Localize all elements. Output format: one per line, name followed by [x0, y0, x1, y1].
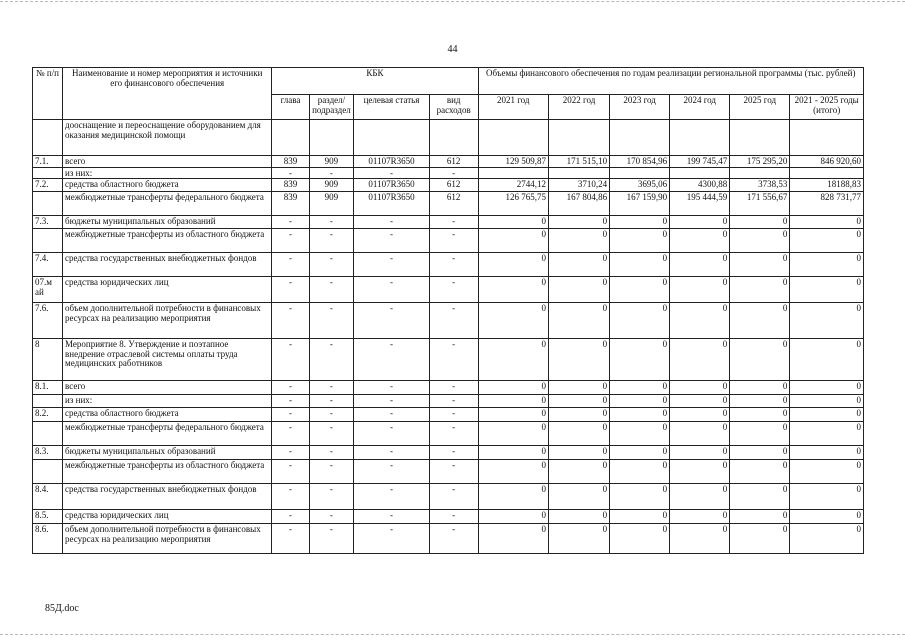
cell-razdel: - [309, 524, 354, 554]
cell-2023: 0 [610, 408, 670, 422]
cell-2025 [730, 167, 790, 179]
footer-filename: 85Д.doc [45, 603, 79, 614]
row-number: 8 [33, 339, 63, 381]
cell-celevaya [354, 120, 430, 156]
cell-celevaya: - [354, 253, 430, 277]
cell-2025: 0 [730, 484, 790, 510]
cell-2025: 0 [730, 524, 790, 554]
cell-2025: 0 [730, 510, 790, 524]
cell-razdel: - [309, 253, 354, 277]
cell-glava: - [272, 381, 309, 395]
row-number: 8.1. [33, 381, 63, 395]
cell-vid: - [429, 422, 478, 446]
cell-vid: - [429, 253, 478, 277]
cell-total: 0 [790, 339, 864, 381]
cell-2024: 0 [670, 216, 730, 229]
table-row [33, 510, 864, 524]
cell-2022: 0 [548, 253, 609, 277]
cell-2025: 0 [730, 408, 790, 422]
cell-2021: 0 [478, 253, 548, 277]
table-row [33, 524, 864, 554]
header-razdel: раздел/ подраздел [309, 95, 354, 120]
table-row [33, 120, 864, 156]
cell-2022: 0 [548, 339, 609, 381]
cell-2022: 0 [548, 277, 609, 303]
header-2025: 2025 год [730, 95, 790, 120]
table-row [33, 395, 864, 408]
header-vid: вид расходов [429, 95, 478, 120]
cell-glava: - [272, 277, 309, 303]
row-number: 8.4. [33, 484, 63, 510]
cell-2023: 0 [610, 484, 670, 510]
row-name: средства областного бюджета [63, 179, 272, 192]
cell-vid: - [429, 524, 478, 554]
table-row [33, 253, 864, 277]
cell-2023: 0 [610, 339, 670, 381]
cell-razdel: - [309, 277, 354, 303]
cell-2024: 195 444,59 [670, 192, 730, 216]
cell-2025: 0 [730, 460, 790, 484]
cell-2022: 0 [548, 216, 609, 229]
cell-glava: - [272, 303, 309, 339]
row-number: 8.5. [33, 510, 63, 524]
cell-total: 0 [790, 408, 864, 422]
cell-total: 0 [790, 395, 864, 408]
cell-celevaya: - [354, 167, 430, 179]
row-name: бюджеты муниципальных образований [63, 216, 272, 229]
cell-2022 [548, 167, 609, 179]
cell-2021: 0 [478, 408, 548, 422]
table-row [33, 446, 864, 460]
cell-2022: 0 [548, 408, 609, 422]
cell-2024: 0 [670, 395, 730, 408]
cell-2024: 0 [670, 510, 730, 524]
cell-razdel: - [309, 446, 354, 460]
row-number [33, 229, 63, 253]
cell-razdel: - [309, 303, 354, 339]
cell-glava: - [272, 408, 309, 422]
cell-2022: 0 [548, 484, 609, 510]
header-celevaya: целевая статья [354, 95, 430, 120]
cell-glava: - [272, 395, 309, 408]
cell-razdel: - [309, 422, 354, 446]
cell-2023: 0 [610, 229, 670, 253]
cell-razdel: - [309, 460, 354, 484]
cell-total: 0 [790, 422, 864, 446]
cell-celevaya: 01107R3650 [354, 192, 430, 216]
cell-2025: 0 [730, 253, 790, 277]
cell-2023: 0 [610, 422, 670, 446]
cell-celevaya: - [354, 277, 430, 303]
cell-2021: 0 [478, 460, 548, 484]
cell-razdel: - [309, 510, 354, 524]
scan-bottom-edge [0, 634, 905, 635]
header-kbk: КБК [272, 68, 478, 95]
cell-2024 [670, 167, 730, 179]
header-2021: 2021 год [478, 95, 548, 120]
cell-vid: - [429, 484, 478, 510]
cell-total: 828 731,77 [790, 192, 864, 216]
cell-razdel: - [309, 408, 354, 422]
page-number: 44 [447, 44, 458, 55]
cell-2023: 0 [610, 216, 670, 229]
cell-2024: 0 [670, 408, 730, 422]
cell-celevaya: - [354, 339, 430, 381]
cell-2025: 0 [730, 303, 790, 339]
table-header [33, 68, 864, 120]
cell-vid: - [429, 510, 478, 524]
cell-celevaya: - [354, 460, 430, 484]
cell-2021: 0 [478, 446, 548, 460]
table-row [33, 303, 864, 339]
cell-2021: 0 [478, 524, 548, 554]
cell-vid: - [429, 277, 478, 303]
cell-vid: - [429, 167, 478, 179]
cell-2023: 0 [610, 395, 670, 408]
table-row [33, 339, 864, 381]
cell-2024: 0 [670, 229, 730, 253]
cell-2024: 0 [670, 253, 730, 277]
cell-2025: 0 [730, 395, 790, 408]
cell-2025: 0 [730, 446, 790, 460]
cell-total: 0 [790, 303, 864, 339]
cell-2025: 0 [730, 422, 790, 446]
cell-2022: 3710,24 [548, 179, 609, 192]
cell-vid [429, 120, 478, 156]
table-row [33, 167, 864, 179]
table-body [33, 120, 864, 554]
cell-2025: 0 [730, 339, 790, 381]
cell-vid: - [429, 339, 478, 381]
cell-2024: 0 [670, 446, 730, 460]
cell-2023: 170 854,96 [610, 156, 670, 168]
cell-celevaya: - [354, 422, 430, 446]
cell-glava: - [272, 510, 309, 524]
cell-2023: 0 [610, 277, 670, 303]
table-row [33, 277, 864, 303]
cell-2023: 3695,06 [610, 179, 670, 192]
table-row [33, 216, 864, 229]
cell-glava: - [272, 524, 309, 554]
cell-2024 [670, 120, 730, 156]
row-name: доoснащение и переоснащение оборудованием для оказания медицинской помощи [63, 120, 272, 156]
row-name: всего [63, 156, 272, 168]
cell-total: 0 [790, 229, 864, 253]
cell-celevaya: - [354, 303, 430, 339]
cell-razdel: - [309, 381, 354, 395]
row-number: 8.3. [33, 446, 63, 460]
cell-2022: 167 804,86 [548, 192, 609, 216]
row-name: объем дополнительной потребности в финансовых ресурсах на реализацию мероприятия [63, 524, 272, 554]
cell-vid: - [429, 381, 478, 395]
cell-2025: 0 [730, 381, 790, 395]
row-name: средства государственных внебюджетных фондов [63, 484, 272, 510]
cell-total [790, 167, 864, 179]
row-name: средства юридических лиц [63, 277, 272, 303]
cell-glava: 839 [272, 156, 309, 168]
cell-2021: 129 509,87 [478, 156, 548, 168]
cell-glava [272, 120, 309, 156]
row-number [33, 460, 63, 484]
row-name: объем дополнительной потребности в финансовых ресурсах на реализацию мероприятия [63, 303, 272, 339]
row-number: 7.6. [33, 303, 63, 339]
cell-glava: 839 [272, 179, 309, 192]
table-row [33, 192, 864, 216]
table-row [33, 229, 864, 253]
cell-2021: 0 [478, 510, 548, 524]
table-row [33, 179, 864, 192]
cell-2022: 0 [548, 524, 609, 554]
row-name: межбюджетные трансферты из областного бюджета [63, 229, 272, 253]
cell-vid: - [429, 408, 478, 422]
header-glava: глава [272, 95, 309, 120]
row-name: средства государственных внебюджетных фондов [63, 253, 272, 277]
cell-2022: 0 [548, 229, 609, 253]
cell-vid: 612 [429, 179, 478, 192]
cell-2021: 0 [478, 422, 548, 446]
cell-2022: 0 [548, 381, 609, 395]
row-name: средства областного бюджета [63, 408, 272, 422]
cell-2025: 0 [730, 277, 790, 303]
cell-2021: 0 [478, 303, 548, 339]
cell-2024: 0 [670, 422, 730, 446]
cell-2022: 0 [548, 510, 609, 524]
cell-celevaya: - [354, 510, 430, 524]
cell-2024: 0 [670, 524, 730, 554]
cell-total: 18188,83 [790, 179, 864, 192]
cell-2023: 0 [610, 253, 670, 277]
cell-2022: 0 [548, 422, 609, 446]
cell-2023: 0 [610, 381, 670, 395]
cell-razdel: - [309, 395, 354, 408]
cell-total: 0 [790, 460, 864, 484]
cell-2025: 0 [730, 216, 790, 229]
cell-celevaya: - [354, 446, 430, 460]
row-number: 8.2. [33, 408, 63, 422]
row-name: всего [63, 381, 272, 395]
cell-2025: 0 [730, 229, 790, 253]
row-name: межбюджетные трансферты федерального бюджета [63, 422, 272, 446]
row-name: бюджеты муниципальных образований [63, 446, 272, 460]
table-row [33, 460, 864, 484]
table-row [33, 408, 864, 422]
cell-razdel: - [309, 484, 354, 510]
cell-2021 [478, 167, 548, 179]
cell-2022: 0 [548, 395, 609, 408]
cell-2021: 0 [478, 339, 548, 381]
cell-celevaya: - [354, 395, 430, 408]
header-2024: 2024 год [670, 95, 730, 120]
table-row [33, 484, 864, 510]
table-row [33, 156, 864, 168]
header-2023: 2023 год [610, 95, 670, 120]
cell-2024: 4300,88 [670, 179, 730, 192]
header-name: Наименование и номер мероприятия и источники его финансового обеспечения [63, 68, 272, 120]
header-total: 2021 - 2025 годы (итого) [790, 95, 864, 120]
cell-glava: - [272, 339, 309, 381]
table-row [33, 381, 864, 395]
row-number [33, 192, 63, 216]
cell-2021: 0 [478, 381, 548, 395]
cell-glava: - [272, 253, 309, 277]
cell-celevaya: 01107R3650 [354, 156, 430, 168]
cell-2023: 0 [610, 510, 670, 524]
cell-2021: 0 [478, 484, 548, 510]
cell-2023 [610, 167, 670, 179]
table-row [33, 422, 864, 446]
cell-total: 0 [790, 510, 864, 524]
cell-total: 0 [790, 484, 864, 510]
cell-glava: - [272, 216, 309, 229]
cell-celevaya: - [354, 381, 430, 395]
cell-glava: - [272, 460, 309, 484]
cell-2024: 0 [670, 381, 730, 395]
cell-razdel [309, 120, 354, 156]
cell-glava: - [272, 446, 309, 460]
cell-2021: 2744,12 [478, 179, 548, 192]
cell-glava: - [272, 484, 309, 510]
row-name: средства юридических лиц [63, 510, 272, 524]
row-number [33, 395, 63, 408]
funding-table [32, 67, 864, 554]
cell-2021: 0 [478, 229, 548, 253]
cell-total: 0 [790, 381, 864, 395]
cell-total: 846 920,60 [790, 156, 864, 168]
cell-vid: - [429, 229, 478, 253]
cell-2025 [730, 120, 790, 156]
cell-vid: 612 [429, 156, 478, 168]
cell-glava: 839 [272, 192, 309, 216]
cell-2021: 0 [478, 395, 548, 408]
cell-razdel: - [309, 216, 354, 229]
cell-vid: - [429, 446, 478, 460]
header-2022: 2022 год [548, 95, 609, 120]
row-name: из них: [63, 395, 272, 408]
header-volumes: Объемы финансового обеспечения по годам реализации региональной программы (тыс. рублей) [478, 68, 864, 95]
row-number: 7.1. [33, 156, 63, 168]
cell-celevaya: - [354, 524, 430, 554]
cell-2024: 0 [670, 460, 730, 484]
cell-2021: 126 765,75 [478, 192, 548, 216]
cell-glava: - [272, 229, 309, 253]
cell-celevaya: - [354, 216, 430, 229]
row-number: 07.м ай [33, 277, 63, 303]
cell-razdel: 909 [309, 192, 354, 216]
cell-vid: - [429, 303, 478, 339]
cell-razdel: - [309, 229, 354, 253]
cell-2024: 199 745,47 [670, 156, 730, 168]
cell-vid: - [429, 460, 478, 484]
cell-razdel: - [309, 339, 354, 381]
header-num: № п/п [33, 68, 63, 120]
cell-2024: 0 [670, 339, 730, 381]
cell-2025: 171 556,67 [730, 192, 790, 216]
cell-total: 0 [790, 253, 864, 277]
cell-total: 0 [790, 216, 864, 229]
cell-2022 [548, 120, 609, 156]
scan-top-edge [0, 1, 905, 2]
row-name: межбюджетные трансферты федерального бюджета [63, 192, 272, 216]
cell-2022: 0 [548, 446, 609, 460]
cell-2021: 0 [478, 277, 548, 303]
cell-celevaya: - [354, 408, 430, 422]
cell-2024: 0 [670, 484, 730, 510]
cell-2023 [610, 120, 670, 156]
row-number [33, 422, 63, 446]
cell-celevaya: 01107R3650 [354, 179, 430, 192]
row-name: из них: [63, 167, 272, 179]
cell-2022: 171 515,10 [548, 156, 609, 168]
row-number: 8.6. [33, 524, 63, 554]
cell-celevaya: - [354, 229, 430, 253]
cell-2023: 0 [610, 446, 670, 460]
cell-glava: - [272, 167, 309, 179]
cell-total: 0 [790, 277, 864, 303]
cell-2025: 175 295,20 [730, 156, 790, 168]
cell-2024: 0 [670, 277, 730, 303]
cell-razdel: - [309, 167, 354, 179]
row-name: Мероприятие 8. Утверждение и поэтапное внедрение отраслевой системы оплаты труда медицинских работников [63, 339, 272, 381]
cell-2021 [478, 120, 548, 156]
cell-2023: 0 [610, 303, 670, 339]
cell-2023: 0 [610, 524, 670, 554]
row-number: 7.4. [33, 253, 63, 277]
row-name: межбюджетные трансферты из областного бюджета [63, 460, 272, 484]
cell-2022: 0 [548, 303, 609, 339]
cell-razdel: 909 [309, 156, 354, 168]
cell-2024: 0 [670, 303, 730, 339]
cell-total: 0 [790, 524, 864, 554]
cell-vid: - [429, 216, 478, 229]
cell-2025: 3738,53 [730, 179, 790, 192]
cell-2023: 0 [610, 460, 670, 484]
cell-total: 0 [790, 446, 864, 460]
cell-vid: - [429, 395, 478, 408]
cell-razdel: 909 [309, 179, 354, 192]
cell-2021: 0 [478, 216, 548, 229]
cell-total [790, 120, 864, 156]
row-number: 7.2. [33, 179, 63, 192]
cell-celevaya: - [354, 484, 430, 510]
cell-2022: 0 [548, 460, 609, 484]
row-number: 7.3. [33, 216, 63, 229]
cell-glava: - [272, 422, 309, 446]
row-number [33, 120, 63, 156]
row-number [33, 167, 63, 179]
cell-vid: 612 [429, 192, 478, 216]
cell-2023: 167 159,90 [610, 192, 670, 216]
